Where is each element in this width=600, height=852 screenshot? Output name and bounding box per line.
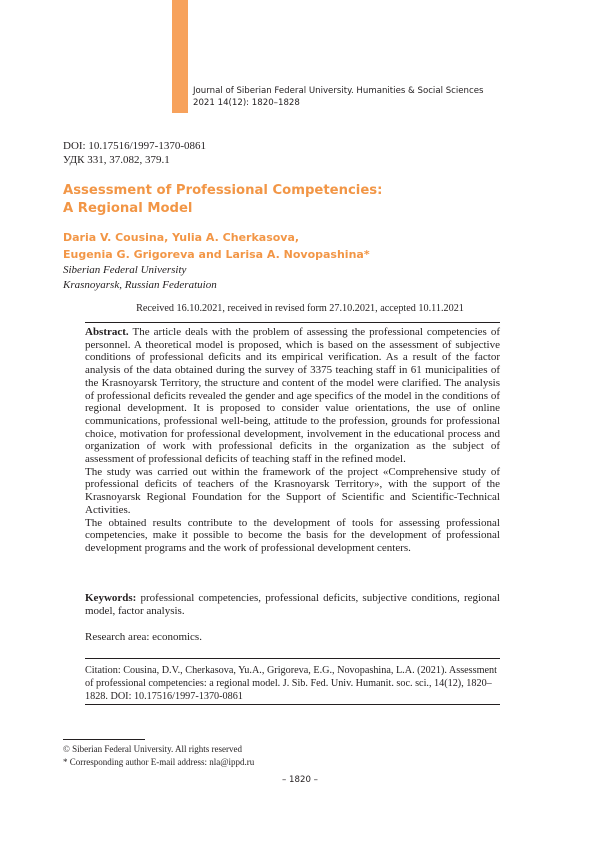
citation: Citation: Cousina, D.V., Cherkasova, Yu.A., Grigoreva, E.G., Novopashina, L.A. (2021). Assessment of professional competencies: a regional model. J. Sib. Fed. Univ. Humanit. soc. sci., 14(12), 1820–1828. DOI: 10.17516/1997-1370-0861 [85,665,497,702]
page-number: – 1820 – [282,775,318,785]
research-area: Research area: economics. [85,631,202,643]
citation-top-rule [85,658,500,659]
abstract-top-rule [85,322,500,323]
title-line-2: A Regional Model [63,200,193,216]
received-dates: Received 16.10.2021, received in revised form 27.10.2021, accepted 10.11.2021 [136,303,464,314]
authors-line-2: Eugenia G. Grigoreva and Larisa A. Novopashina* [63,248,370,261]
article-identifiers [63,139,206,167]
footnote-rule [63,739,145,740]
abstract-text: The article deals with the problem of assessing the professional competencies of personnel. A theoretical model is proposed, which is based on the assessment of subjective conditions of professional deficits and its empirical verification. As a result of the factor analysis of the data obtained during the survey of 3375 teaching staff in 61 municipalities of the Krasnoyarsk Territory, the structure and content of the model were clarified. The analysis of professional deficits revealed the gender and age specifics of the model in the conditions of regional development. It is proposed to consider value orientations, the use of online communications, professional well-being, attitude to the profession, grounds for professional choice, motivation for professional development, involvement in the educational process and organization of work with professional deficits in the organization as the subject of assessment of professional deficits of teaching staff in the refined model. [85,326,500,466]
affiliation [63,263,217,292]
doi[interactable]: DOI: 10.17516/1997-1370-0861 [63,140,206,152]
abstract-paragraph-3: The obtained results contribute to the development of tools for assessing professional competencies, make it possible to become the basis for the development of professional development programs and the work of professional development centers. [85,516,500,554]
citation-bottom-rule [85,704,500,705]
abstract-label: Abstract. [85,326,129,338]
article-title [63,182,503,217]
copyright-note: © Siberian Federal University. All rights reserved [63,744,242,754]
keywords-label: Keywords: [85,592,137,604]
journal-issue: 2021 14(12): 1820–1828 [193,97,300,108]
journal-accent-bar [172,0,188,113]
title-line-1: Assessment of Professional Competencies: [63,183,383,198]
corresponding-author-note: * Corresponding author E-mail address: nla@ippd.ru [63,756,255,767]
journal-name: Journal of Siberian Federal University. Humanities & Social Sciences [193,86,484,96]
journal-header [193,86,484,109]
authors-line-1: Daria V. Cousina, Yulia A. Cherkasova, [63,231,300,244]
affiliation-university: Siberian Federal University [63,264,187,276]
abstract [85,326,500,555]
abstract-paragraph-1 [85,326,500,466]
footnotes [63,743,254,768]
keywords [85,592,500,617]
keywords-text: professional competencies, professional deficits, subjective conditions, regional model, factor analysis. [85,592,500,617]
affiliation-location: Krasnoyarsk, Russian Federatuion [63,278,217,291]
authors [63,229,503,263]
udk: УДК 331, 37.082, 379.1 [63,154,170,166]
abstract-paragraph-2: The study was carried out within the framework of the project «Comprehensive study of professional deficits of teachers of the Krasnoyarsk Territory», with the support of the Krasnoyarsk Regional Foundation for the Support of Scientific and Scientific-Technical Activities. [85,465,500,516]
